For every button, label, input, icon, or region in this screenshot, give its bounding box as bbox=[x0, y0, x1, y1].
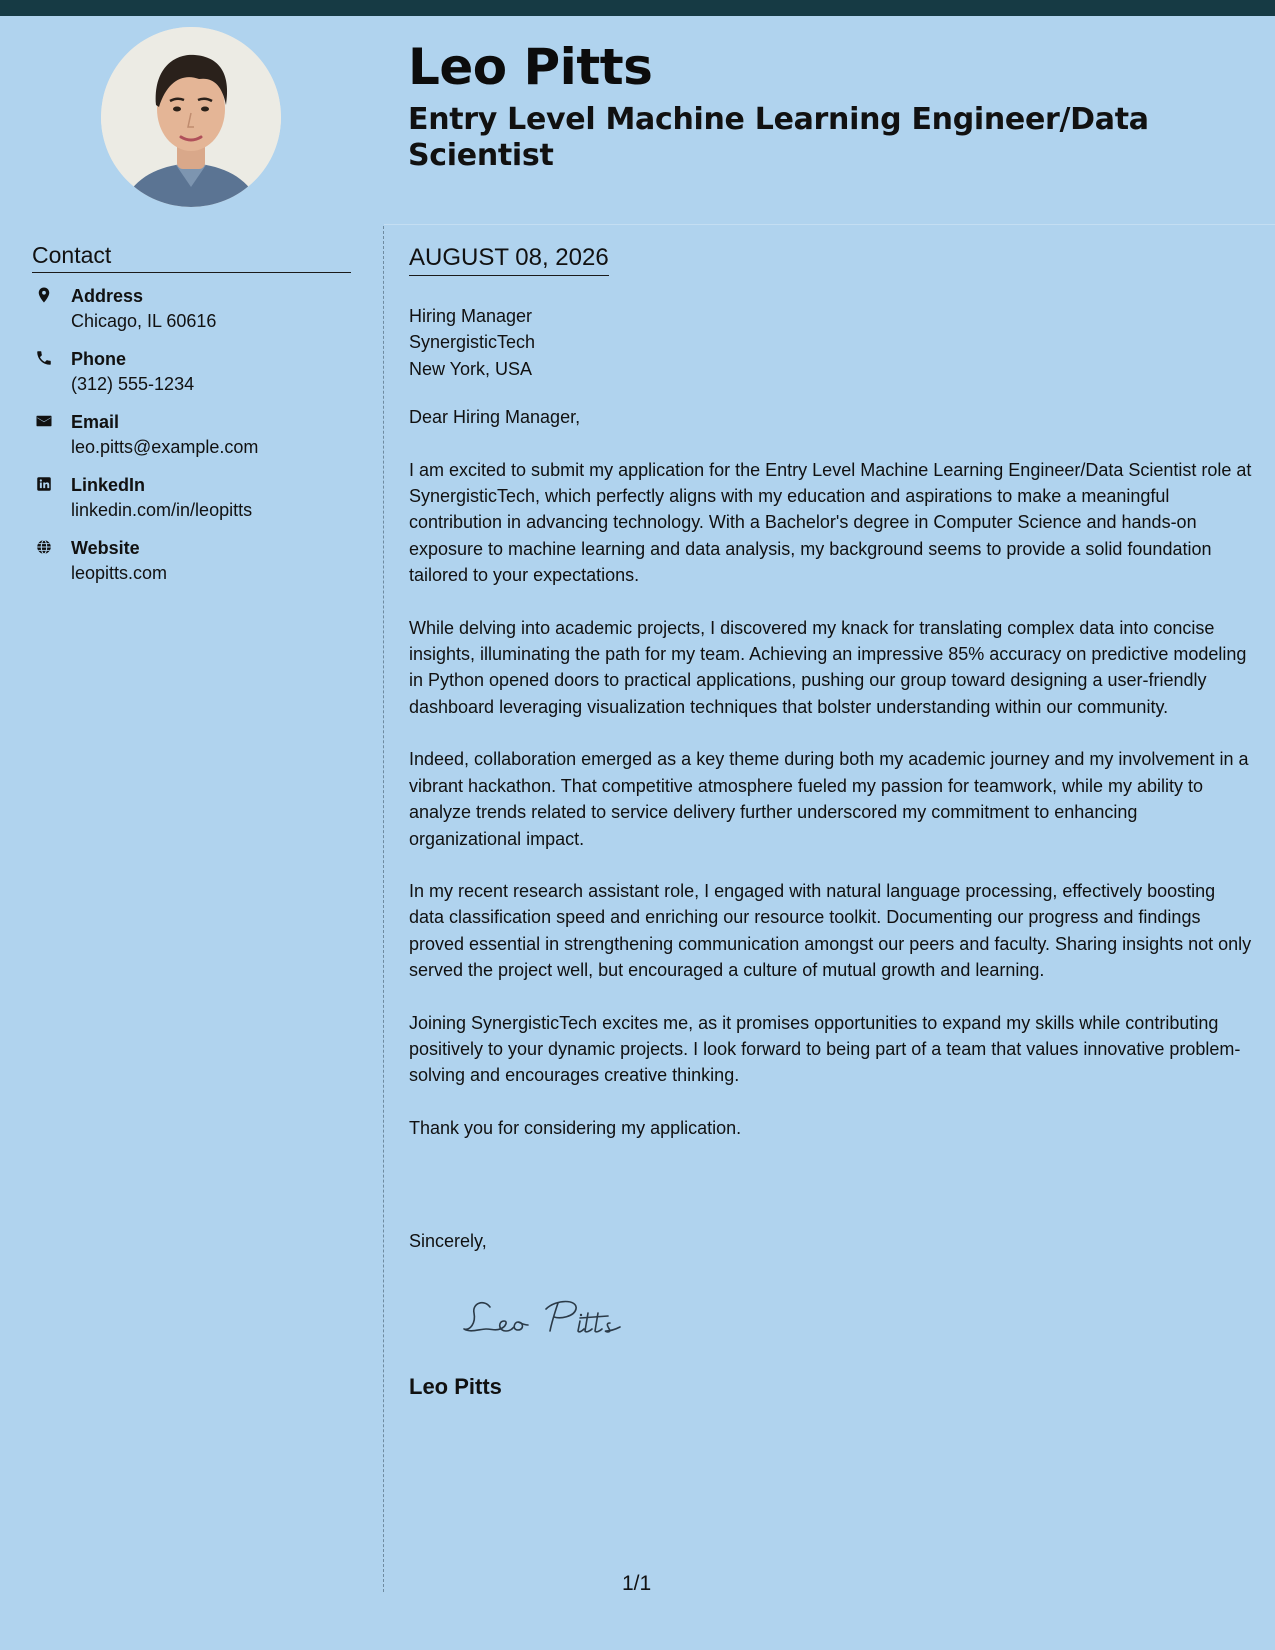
signer-name: Leo Pitts bbox=[409, 1374, 502, 1399]
closing: Sincerely, bbox=[409, 1231, 487, 1251]
map-pin-icon bbox=[35, 286, 53, 304]
avatar-portrait-illustration bbox=[101, 27, 281, 207]
contact-label: LinkedIn bbox=[71, 475, 146, 495]
phone-value[interactable]: (312) 555-1234 bbox=[71, 374, 195, 394]
globe-icon bbox=[35, 538, 53, 556]
contact-label: Phone bbox=[71, 349, 127, 369]
letter-paragraph: In my recent research assistant role, I engaged with natural language processing, effectively boosting data classification speed and enriching our resource toolkit. Documenting our progress and findings proved essential in strengthening communication amongst our peers and faculty. Sharing insights not only served the project well, but encouraged a culture of mutual growth and learning. bbox=[409, 880, 1252, 981]
phone-icon bbox=[35, 349, 53, 367]
salutation: Dear Hiring Manager, bbox=[409, 407, 581, 428]
recipient-line: SynergisticTech bbox=[409, 332, 536, 353]
letter-paragraph: I am excited to submit my application for the Entry Level Machine Learning Engineer/Data Scientist role at SynergisticTech, which perfectly aligns with my education and aspirations to make a meaningful contribution in advancing technology. With a Bachelor's degree in Computer Science and hands-on exposure to machine learning and data analysis, my background seems to provide a solid foundation tailored to your expectations. bbox=[409, 459, 1252, 586]
handwritten-signature bbox=[460, 1285, 640, 1345]
job-title: Entry Level Machine Learning Engineer/Data Scientist bbox=[408, 102, 1149, 173]
letter-paragraph: Joining SynergisticTech excites me, as it promises opportunities to expand my skills while contributing positively to your dynamic projects. I look forward to being part of a team that values innovative problem-solving and encourages creative thinking. bbox=[409, 1012, 1241, 1086]
letter-body bbox=[409, 303, 1254, 1141]
contact-label: Address bbox=[71, 286, 144, 306]
page-number: 1/1 bbox=[622, 1572, 652, 1595]
contact-item-phone bbox=[32, 347, 352, 410]
contact-item-email bbox=[32, 410, 352, 473]
contact-list bbox=[32, 284, 352, 599]
contact-item-address bbox=[32, 284, 352, 347]
contact-heading: Contact bbox=[32, 240, 351, 273]
recipient-block bbox=[409, 303, 1254, 382]
column-divider bbox=[383, 226, 384, 1592]
header-divider bbox=[384, 224, 1275, 225]
contact-label: Website bbox=[71, 538, 140, 558]
top-accent-bar bbox=[0, 0, 1275, 16]
letter-date: AUGUST 08, 2026 bbox=[409, 243, 609, 276]
envelope-icon bbox=[35, 412, 53, 430]
letter-paragraph: While delving into academic projects, I discovered my knack for translating complex data into concise insights, illuminating the path for my team. Achieving an impressive 85% accuracy on predictive modeling in Python opened doors to practical applications, pushing our group toward designing a user-friendly dashboard leveraging visualization techniques that bolster understanding within our community. bbox=[409, 617, 1247, 717]
contact-item-website bbox=[32, 536, 352, 599]
email-value[interactable]: leo.pitts@example.com bbox=[71, 437, 259, 457]
avatar bbox=[101, 27, 281, 207]
website-value[interactable]: leopitts.com bbox=[71, 563, 168, 583]
contact-item-linkedin bbox=[32, 473, 352, 536]
linkedin-value[interactable]: linkedin.com/in/leopitts bbox=[71, 500, 253, 520]
linkedin-icon bbox=[35, 475, 53, 493]
applicant-name: Leo Pitts bbox=[408, 38, 653, 96]
recipient-line: Hiring Manager bbox=[409, 306, 533, 326]
recipient-line: New York, USA bbox=[409, 358, 533, 379]
letter-paragraph: Thank you for considering my application. bbox=[409, 1117, 742, 1138]
contact-label: Email bbox=[71, 412, 120, 432]
letter-paragraph: Indeed, collaboration emerged as a key theme during both my academic journey and my involvement in a vibrant hackathon. That competitive atmosphere fueled my passion for teamwork, while my ability to analyze trends related to service delivery further underscored my commitment to enhancing organizational impact. bbox=[409, 749, 1249, 849]
address-value: Chicago, IL 60616 bbox=[71, 311, 217, 331]
